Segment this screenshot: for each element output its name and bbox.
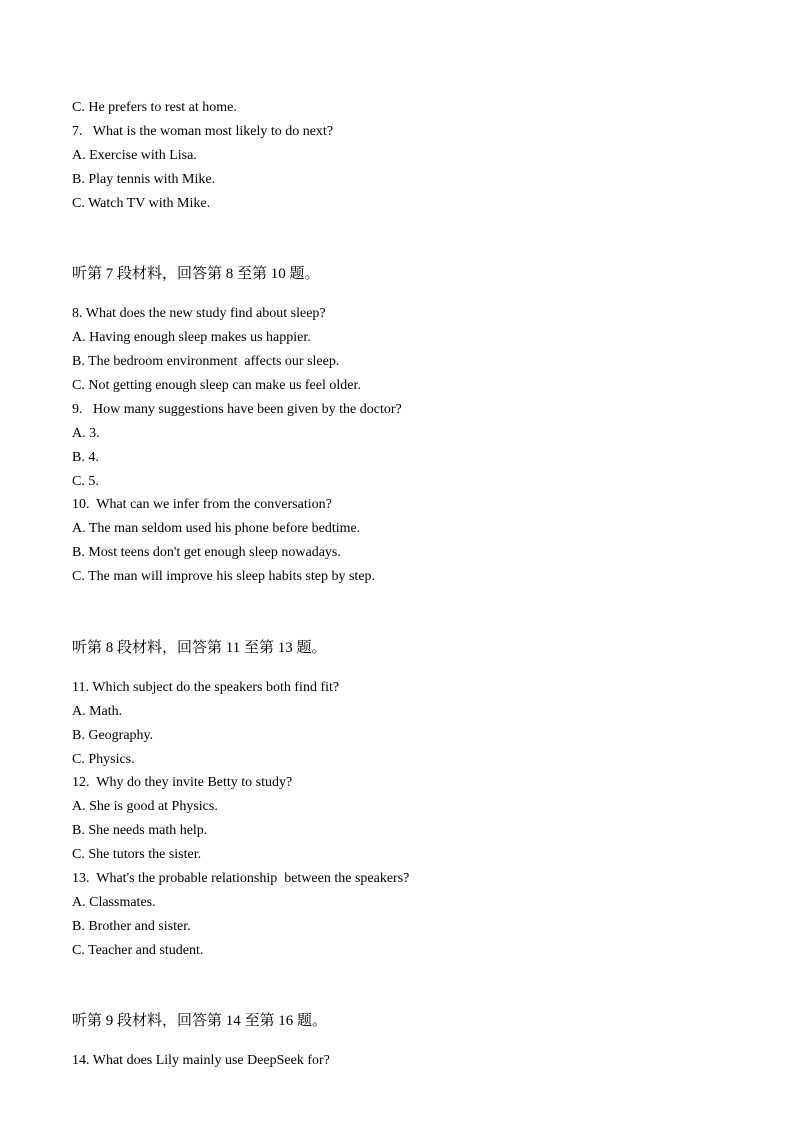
question-7: 7. What is the woman most likely to do next? xyxy=(72,123,334,139)
answer-option: B. Brother and sister. xyxy=(72,918,191,934)
question-8: 8. What does the new study find about sleep? xyxy=(72,306,326,322)
question-13: 13. What's the probable relationship between the speakers? xyxy=(72,871,410,887)
question-11: 11. Which subject do the speakers both find fit? xyxy=(72,679,340,695)
answer-option: C. The man will improve his sleep habits step by step. xyxy=(72,569,376,585)
answer-option: C. 5. xyxy=(72,473,99,489)
answer-option: A. The man seldom used his phone before bedtime. xyxy=(72,521,361,537)
answer-option: C. Watch TV with Mike. xyxy=(72,195,211,211)
section-8-header: 听第 8 段材料，回答第 11 至第 13 题。 xyxy=(72,639,327,656)
answer-option: C. Physics. xyxy=(72,751,135,767)
answer-option: A. Math. xyxy=(72,703,123,719)
answer-option: B. Most teens don't get enough sleep nowadays. xyxy=(72,545,341,561)
answer-option: A. Exercise with Lisa. xyxy=(72,147,197,163)
answer-option: A. She is good at Physics. xyxy=(72,799,218,815)
answer-option: A. Having enough sleep makes us happier. xyxy=(72,330,311,346)
question-9: 9. How many suggestions have been given by the doctor? xyxy=(72,401,402,417)
answer-option: A. 3. xyxy=(72,425,100,441)
question-10: 10. What can we infer from the conversation? xyxy=(72,497,332,513)
answer-option: B. 4. xyxy=(72,449,99,465)
section-7-header: 听第 7 段材料，回答第 8 至第 10 题。 xyxy=(72,266,320,283)
answer-option: B. She needs math help. xyxy=(72,823,208,839)
answer-option: A. Classmates. xyxy=(72,894,156,910)
document-page xyxy=(72,96,732,1073)
answer-option: C. She tutors the sister. xyxy=(72,847,202,863)
section-8 xyxy=(72,637,732,963)
answer-option: C. He prefers to rest at home. xyxy=(72,100,237,115)
section-7 xyxy=(72,263,732,589)
question-12: 12. Why do they invite Betty to study? xyxy=(72,775,293,791)
section-9-header: 听第 9 段材料，回答第 14 至第 16 题。 xyxy=(72,1013,328,1030)
answer-option: C. Teacher and student. xyxy=(72,942,204,958)
answer-option: B. Play tennis with Mike. xyxy=(72,171,216,187)
question-14: 14. What does Lily mainly use DeepSeek for? xyxy=(72,1053,330,1069)
answer-option: C. Not getting enough sleep can make us feel older. xyxy=(72,377,361,393)
question-block-6-7 xyxy=(72,96,732,216)
answer-option: B. The bedroom environment affects our sleep. xyxy=(72,354,340,370)
section-9 xyxy=(72,1010,732,1073)
answer-option: B. Geography. xyxy=(72,727,154,743)
